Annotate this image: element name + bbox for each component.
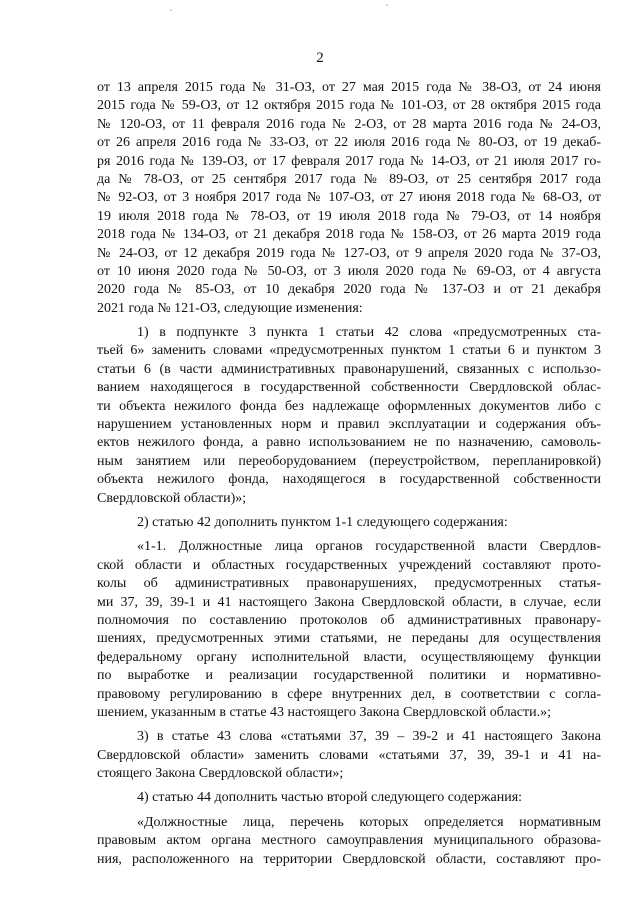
text-line: шением, указанным в статье 43 настоящего Закона Свердловской области.»; <box>97 704 551 720</box>
text-line: полномочия по составлению протоколов об административных правонару- <box>97 612 601 628</box>
text-line: ным занятием или переоборудованием (переустройством, перепланировкой) <box>97 453 601 469</box>
text-line: «1-1. Должностные лица органов государственной власти Свердлов- <box>137 539 601 555</box>
page-number: 2 <box>316 50 324 66</box>
paragraph-clause-1-1 <box>97 538 601 722</box>
text-line: правовому регулированию в сфере внутренних дел, в соответствии с согла- <box>97 686 601 702</box>
text-line: Свердловской области)»; <box>97 490 247 506</box>
scan-speck <box>386 4 388 6</box>
text-line: шениях, предусмотренных этими статьями, не переданы для осуществления <box>97 631 601 647</box>
text-line: ния, расположенного на территории Свердловской области, составляют про- <box>97 851 601 867</box>
text-line: объекта нежилого фонда, находящегося в государственной собственности <box>97 472 601 488</box>
paragraph-article-44-part-2 <box>97 814 601 869</box>
text-line: 3) в статье 43 слова «статьями 37, 39 – 39-2 и 41 настоящего Закона <box>137 729 601 745</box>
text-line: 4) статью 44 дополнить частью второй следующего содержания: <box>137 790 523 806</box>
text-line: ря 2016 года № 139-ОЗ, от 17 февраля 2017 года № 14-ОЗ, от 21 июля 2017 го- <box>97 153 601 169</box>
text-line: тьей 6» заменить словами «предусмотренных пунктом 1 статьи 6 и пунктом 3 <box>97 343 601 359</box>
text-line: 2015 года № 59-ОЗ, от 12 октября 2015 года № 101-ОЗ, от 28 октября 2015 года <box>97 98 601 114</box>
text-line: от 10 июня 2020 года № 50-ОЗ, от 3 июля 2020 года № 69-ОЗ, от 4 августа <box>97 263 601 279</box>
text-line: стоящего Закона Свердловской области»; <box>97 766 344 782</box>
text-line: ской области и областных государственных учреждений составляют прото- <box>97 557 601 573</box>
text-line: № 92-ОЗ, от 3 ноября 2017 года № 107-ОЗ, от 27 июня 2018 года № 68-ОЗ, от <box>97 190 601 206</box>
text-line: колы об административных правонарушениях, предусмотренных статья- <box>97 576 601 592</box>
text-line: федеральному органу исполнительной власти, осуществляющему функции <box>97 649 601 665</box>
text-line: 2020 года № 85-ОЗ, от 10 декабря 2020 года № 137-ОЗ и от 21 декабря <box>97 282 601 298</box>
text-line: ектов нежилого фонда, а равно использованием не по назначению, самоволь- <box>97 435 601 451</box>
scan-speck <box>170 9 172 11</box>
paragraph-item-1 <box>97 324 601 508</box>
text-line: 19 июля 2018 года № 78-ОЗ, от 19 июля 2018 года № 79-ОЗ, от 14 ноября <box>97 208 601 224</box>
text-line: Свердловской области» заменить словами «статьями 37, 39, 39-1 и 41 на- <box>97 747 601 763</box>
text-line: № 24-ОЗ, от 12 декабря 2019 года № 127-ОЗ, от 9 апреля 2020 года № 37-ОЗ, <box>97 245 601 261</box>
text-line: 2021 года № 121-ОЗ, следующие изменения: <box>97 300 363 316</box>
text-line: статьи 6 (в части административных правонарушений, связанных с использо- <box>97 361 601 377</box>
text-line: ванием находящегося в государственной собственности Свердловской облас- <box>97 380 601 396</box>
paragraph-item-3 <box>97 728 601 783</box>
text-line: ти объекта нежилого фонда без надлежаще оформленных документов либо с <box>97 398 601 414</box>
text-line: правовым актом органа местного самоуправления муниципального образова- <box>97 833 601 849</box>
text-line: от 26 апреля 2016 года № 33-ОЗ, от 22 июля 2016 года № 80-ОЗ, от 19 декаб- <box>97 135 601 151</box>
text-line: 2018 года № 134-ОЗ, от 21 декабря 2018 года № 158-ОЗ, от 26 марта 2019 года <box>97 227 601 243</box>
text-line: да № 78-ОЗ, от 25 сентября 2017 года № 89-ОЗ, от 25 сентября 2017 года <box>97 171 601 187</box>
text-line: 1) в подпункте 3 пункта 1 статьи 42 слова «предусмотренных ста- <box>137 325 601 341</box>
text-line: от 13 апреля 2015 года № 31-ОЗ, от 27 мая 2015 года № 38-ОЗ, от 24 июня <box>97 80 601 95</box>
text-line: ми 37, 39, 39-1 и 41 настоящего Закона Свердловской области, в случае, если <box>97 594 601 610</box>
text-line: по выработке и реализации государственной политики и нормативно- <box>97 668 601 684</box>
document-text <box>97 79 601 869</box>
text-line: «Должностные лица, перечень которых определяется нормативным <box>137 814 601 830</box>
text-line: нарушением установленных норм и правил эксплуатации и содержания объ- <box>97 417 601 433</box>
text-line: 2) статью 42 дополнить пунктом 1-1 следующего содержания: <box>137 514 508 530</box>
paragraph-intro <box>97 79 601 318</box>
text-line: № 120-ОЗ, от 11 февраля 2016 года № 2-ОЗ, от 28 марта 2016 года № 24-ОЗ, <box>97 116 601 132</box>
paragraph-item-4 <box>97 789 601 807</box>
paragraph-item-2 <box>97 514 601 532</box>
